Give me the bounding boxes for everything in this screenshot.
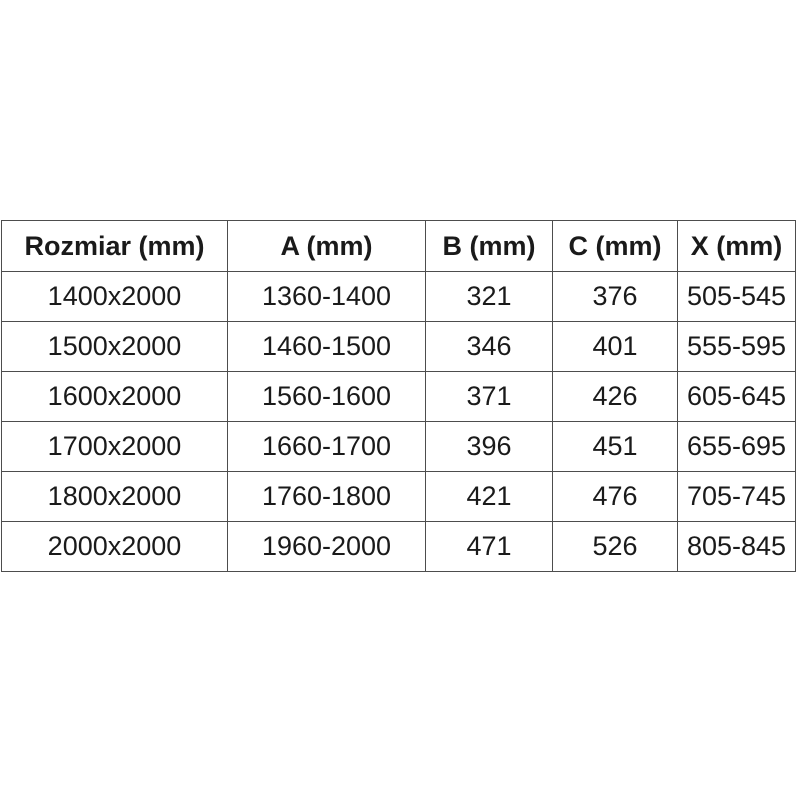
table-row	[2, 372, 796, 422]
table-cell-b: 371	[426, 372, 553, 422]
table-cell-b: 421	[426, 472, 553, 522]
table-cell-c: 526	[553, 522, 678, 572]
table-cell-c: 476	[553, 472, 678, 522]
column-header-rozmiar: Rozmiar (mm)	[2, 221, 228, 272]
table-cell-rozmiar: 2000x2000	[2, 522, 228, 572]
table-cell-rozmiar: 1700x2000	[2, 422, 228, 472]
column-header-b: B (mm)	[426, 221, 553, 272]
table-cell-x: 705-745	[678, 472, 796, 522]
table-header-row	[2, 221, 796, 272]
table-cell-a: 1560-1600	[228, 372, 426, 422]
table-cell-b: 471	[426, 522, 553, 572]
table-cell-b: 396	[426, 422, 553, 472]
column-header-c: C (mm)	[553, 221, 678, 272]
table-cell-c: 376	[553, 272, 678, 322]
table-cell-a: 1660-1700	[228, 422, 426, 472]
table-cell-x: 655-695	[678, 422, 796, 472]
table-cell-b: 346	[426, 322, 553, 372]
dimensions-table	[1, 220, 796, 572]
table-cell-c: 451	[553, 422, 678, 472]
table-cell-a: 1760-1800	[228, 472, 426, 522]
table-cell-rozmiar: 1600x2000	[2, 372, 228, 422]
table-cell-a: 1960-2000	[228, 522, 426, 572]
table-cell-rozmiar: 1800x2000	[2, 472, 228, 522]
column-header-x: X (mm)	[678, 221, 796, 272]
table-row	[2, 472, 796, 522]
table-row	[2, 422, 796, 472]
table-cell-c: 401	[553, 322, 678, 372]
table-row	[2, 322, 796, 372]
table-cell-x: 605-645	[678, 372, 796, 422]
table-cell-x: 555-595	[678, 322, 796, 372]
table-row	[2, 522, 796, 572]
table-cell-b: 321	[426, 272, 553, 322]
table-cell-a: 1460-1500	[228, 322, 426, 372]
table-cell-x: 805-845	[678, 522, 796, 572]
table-cell-rozmiar: 1500x2000	[2, 322, 228, 372]
table-cell-c: 426	[553, 372, 678, 422]
column-header-a: A (mm)	[228, 221, 426, 272]
table-cell-rozmiar: 1400x2000	[2, 272, 228, 322]
table-row	[2, 272, 796, 322]
table-cell-x: 505-545	[678, 272, 796, 322]
table-cell-a: 1360-1400	[228, 272, 426, 322]
